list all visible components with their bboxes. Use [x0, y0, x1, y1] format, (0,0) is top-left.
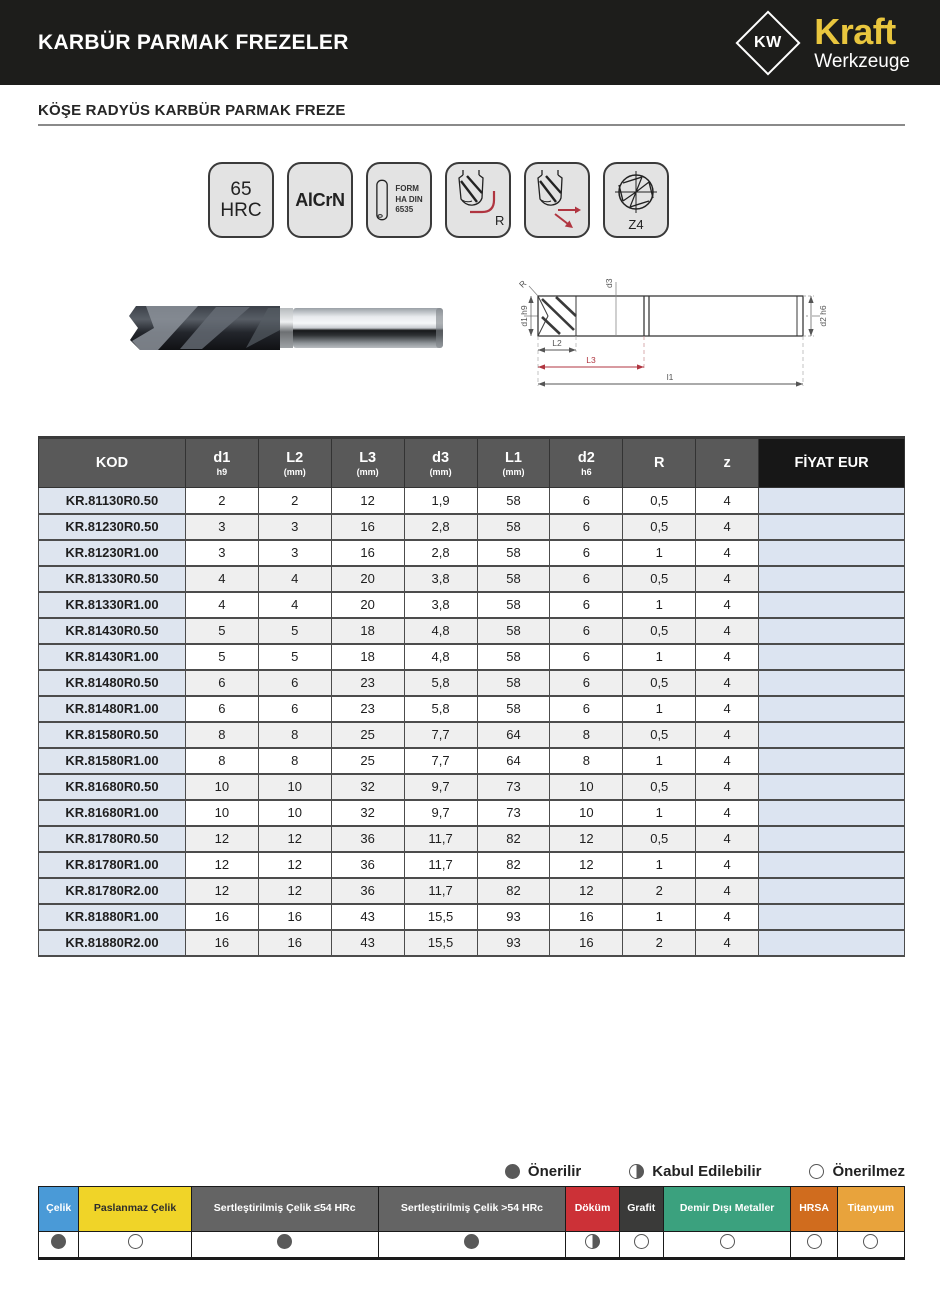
- spec-cell: 9,7: [404, 774, 477, 800]
- column-header-fi-yat-eur: FİYAT EUR: [759, 438, 905, 488]
- spec-cell: 0,5: [623, 774, 696, 800]
- spec-cell: 6: [550, 644, 623, 670]
- price-cell: [759, 488, 905, 514]
- column-header-l2: L2 (mm): [258, 438, 331, 488]
- material-header: Çelik: [39, 1186, 79, 1231]
- spec-cell: 11,7: [404, 826, 477, 852]
- spec-cell: 4: [696, 696, 759, 722]
- spec-cell: 10: [185, 774, 258, 800]
- spec-cell: 4: [696, 540, 759, 566]
- material-header: Demir Dışı Metaller: [663, 1186, 791, 1231]
- material-header: Paslanmaz Çelik: [79, 1186, 191, 1231]
- spec-cell: 5: [258, 618, 331, 644]
- form-line: HA DIN: [395, 194, 423, 204]
- spec-cell: 12: [258, 826, 331, 852]
- spec-cell: 12: [185, 852, 258, 878]
- brand-name: Kraft: [814, 11, 896, 52]
- spec-cell: 20: [331, 592, 404, 618]
- product-code: KR.81580R1.00: [39, 748, 186, 774]
- spec-cell: 16: [331, 540, 404, 566]
- spec-cell: 4: [696, 852, 759, 878]
- brand-subname: Werkzeuge: [814, 51, 910, 72]
- material-header: Grafit: [619, 1186, 663, 1231]
- hardness-unit: HRC: [220, 200, 262, 221]
- materials-table: [38, 1186, 905, 1260]
- product-code: KR.81330R0.50: [39, 566, 186, 592]
- price-cell: [759, 774, 905, 800]
- rating-filled-icon: [464, 1234, 479, 1249]
- spec-cell: 11,7: [404, 878, 477, 904]
- price-cell: [759, 852, 905, 878]
- spec-cell: 12: [258, 852, 331, 878]
- spec-cell: 20: [331, 566, 404, 592]
- spec-cell: 6: [185, 696, 258, 722]
- spec-cell: 3,8: [404, 566, 477, 592]
- legend-item: [629, 1163, 761, 1180]
- spec-cell: 4: [696, 566, 759, 592]
- spec-cell: 4: [696, 904, 759, 930]
- rating-empty-icon: [720, 1234, 735, 1249]
- spec-cell: 4: [258, 592, 331, 618]
- table-row: [39, 488, 905, 514]
- badge-corner-radius: [445, 162, 511, 238]
- product-code: KR.81880R2.00: [39, 930, 186, 956]
- spec-cell: 16: [185, 930, 258, 956]
- spec-cell: 32: [331, 800, 404, 826]
- spec-cell: 15,5: [404, 930, 477, 956]
- spec-cell: 73: [477, 800, 550, 826]
- table-row: [39, 748, 905, 774]
- spec-cell: 0,5: [623, 826, 696, 852]
- form-line: FORM: [395, 183, 419, 193]
- column-header-d1: d1 h9: [185, 438, 258, 488]
- spec-cell: 8: [550, 722, 623, 748]
- spec-cell: 73: [477, 774, 550, 800]
- product-code: KR.81480R1.00: [39, 696, 186, 722]
- table-row: [39, 826, 905, 852]
- column-header-l1: L1 (mm): [477, 438, 550, 488]
- material-header: Sertleştirilmiş Çelik >54 HRc: [378, 1186, 566, 1231]
- price-cell: [759, 826, 905, 852]
- product-photo: [128, 304, 450, 352]
- legend-label: Kabul Edilebilir: [652, 1162, 762, 1180]
- material-rating-cell: [791, 1231, 837, 1258]
- price-cell: [759, 748, 905, 774]
- cutting-direction-icon: [530, 169, 584, 231]
- spec-cell: 23: [331, 670, 404, 696]
- badge-hardness: [208, 162, 274, 238]
- spec-cell: 5,8: [404, 670, 477, 696]
- legend-item: [505, 1163, 581, 1180]
- price-cell: [759, 592, 905, 618]
- spec-cell: 16: [550, 930, 623, 956]
- spec-cell: 2: [258, 488, 331, 514]
- spec-cell: 1,9: [404, 488, 477, 514]
- spec-cell: 5: [185, 618, 258, 644]
- table-row: [39, 514, 905, 540]
- badge-cutting-direction: [524, 162, 590, 238]
- spec-cell: 93: [477, 930, 550, 956]
- spec-cell: 8: [185, 748, 258, 774]
- spec-cell: 6: [258, 670, 331, 696]
- spec-cell: 82: [477, 852, 550, 878]
- spec-cell: 4: [696, 800, 759, 826]
- product-code: KR.81680R0.50: [39, 774, 186, 800]
- material-rating-cell: [191, 1231, 378, 1258]
- column-header-l3: L3 (mm): [331, 438, 404, 488]
- product-code: KR.81680R1.00: [39, 800, 186, 826]
- spec-cell: 64: [477, 722, 550, 748]
- materials-header-row: [39, 1186, 905, 1231]
- shank-icon: [375, 177, 390, 223]
- drawing-label-d2: d2 h6: [818, 305, 828, 327]
- spec-cell: 6: [550, 670, 623, 696]
- kw-diamond-icon: [734, 9, 802, 77]
- section: [38, 85, 905, 126]
- section-title: KÖŞE RADYÜS KARBÜR PARMAK FREZE: [38, 102, 905, 126]
- spec-cell: 10: [185, 800, 258, 826]
- spec-cell: 2: [185, 488, 258, 514]
- product-code: KR.81130R0.50: [39, 488, 186, 514]
- drawing-label-l3: L3: [586, 355, 596, 365]
- spec-cell: 10: [258, 800, 331, 826]
- drawing-label-d3: d3: [604, 278, 614, 288]
- table-row: [39, 540, 905, 566]
- spec-cell: 16: [258, 930, 331, 956]
- table-row: [39, 774, 905, 800]
- price-cell: [759, 618, 905, 644]
- material-header: HRSA: [791, 1186, 837, 1231]
- material-header: Döküm: [566, 1186, 620, 1231]
- spec-cell: 4: [696, 514, 759, 540]
- spec-table-header-row: [39, 438, 905, 488]
- spec-cell: 6: [550, 488, 623, 514]
- spec-cell: 5,8: [404, 696, 477, 722]
- product-code: KR.81480R0.50: [39, 670, 186, 696]
- spec-cell: 18: [331, 644, 404, 670]
- badge-shank-form: [366, 162, 432, 238]
- rating-half-icon: [629, 1164, 644, 1179]
- spec-cell: 23: [331, 696, 404, 722]
- spec-cell: 12: [185, 826, 258, 852]
- price-cell: [759, 566, 905, 592]
- spec-cell: 36: [331, 878, 404, 904]
- spec-cell: 3: [185, 514, 258, 540]
- legend-label: Önerilir: [527, 1162, 582, 1180]
- material-rating-cell: [39, 1231, 79, 1258]
- material-rating-cell: [566, 1231, 620, 1258]
- spec-cell: 58: [477, 514, 550, 540]
- spec-cell: 25: [331, 748, 404, 774]
- spec-cell: 3: [258, 514, 331, 540]
- spec-cell: 8: [258, 722, 331, 748]
- spec-cell: 93: [477, 904, 550, 930]
- spec-cell: 1: [623, 592, 696, 618]
- product-code: KR.81230R0.50: [39, 514, 186, 540]
- spec-cell: 32: [331, 774, 404, 800]
- spec-cell: 58: [477, 566, 550, 592]
- rating-empty-icon: [634, 1234, 649, 1249]
- spec-cell: 16: [331, 514, 404, 540]
- spec-cell: 1: [623, 800, 696, 826]
- spec-cell: 12: [550, 878, 623, 904]
- price-cell: [759, 644, 905, 670]
- flute-count-icon: [609, 168, 663, 232]
- rating-filled-icon: [277, 1234, 292, 1249]
- spec-cell: 15,5: [404, 904, 477, 930]
- table-row: [39, 670, 905, 696]
- rating-empty-icon: [809, 1164, 824, 1179]
- spec-cell: 58: [477, 592, 550, 618]
- spec-cell: 4,8: [404, 644, 477, 670]
- brand-logo: [734, 9, 910, 77]
- spec-cell: 12: [331, 488, 404, 514]
- spec-cell: 10: [550, 800, 623, 826]
- flute-count-label: Z4: [628, 217, 644, 232]
- price-cell: [759, 670, 905, 696]
- materials-rating-row: [39, 1231, 905, 1258]
- page-title: KARBÜR PARMAK FREZELER: [38, 30, 349, 54]
- table-row: [39, 904, 905, 930]
- material-header: Titanyum: [837, 1186, 904, 1231]
- table-row: [39, 930, 905, 956]
- spec-cell: 4: [696, 488, 759, 514]
- price-cell: [759, 904, 905, 930]
- spec-cell: 4: [696, 748, 759, 774]
- product-code: KR.81880R1.00: [39, 904, 186, 930]
- spec-cell: 1: [623, 696, 696, 722]
- spec-cell: 58: [477, 644, 550, 670]
- drawing-label-l1: l1: [666, 372, 674, 382]
- spec-cell: 1: [623, 748, 696, 774]
- column-header-d2: d2 h6: [550, 438, 623, 488]
- corner-radius-icon: [451, 169, 505, 231]
- material-rating-cell: [378, 1231, 566, 1258]
- spec-cell: 1: [623, 852, 696, 878]
- spec-cell: 4: [696, 722, 759, 748]
- spec-cell: 10: [258, 774, 331, 800]
- column-header-kod: KOD: [39, 438, 186, 488]
- spec-cell: 2: [623, 930, 696, 956]
- spec-cell: 1: [623, 904, 696, 930]
- column-header-z: z: [696, 438, 759, 488]
- spec-cell: 7,7: [404, 748, 477, 774]
- spec-cell: 6: [550, 566, 623, 592]
- legend-label: Önerilmez: [832, 1162, 905, 1180]
- spec-cell: 16: [550, 904, 623, 930]
- spec-cell: 82: [477, 878, 550, 904]
- product-code: KR.81230R1.00: [39, 540, 186, 566]
- table-row: [39, 878, 905, 904]
- header: [0, 0, 940, 85]
- spec-cell: 36: [331, 826, 404, 852]
- legend-item: [809, 1163, 905, 1180]
- spec-cell: 43: [331, 930, 404, 956]
- table-row: [39, 852, 905, 878]
- spec-cell: 4: [696, 774, 759, 800]
- spec-cell: 58: [477, 540, 550, 566]
- product-code: KR.81580R0.50: [39, 722, 186, 748]
- table-row: [39, 722, 905, 748]
- form-line: 6535: [395, 205, 414, 215]
- spec-cell: 0,5: [623, 566, 696, 592]
- spec-cell: 12: [258, 878, 331, 904]
- coating-label: AlCrN: [295, 189, 345, 210]
- spec-cell: 4: [696, 930, 759, 956]
- spec-cell: 6: [550, 618, 623, 644]
- drawing-label-l2: L2: [552, 338, 562, 348]
- spec-cell: 10: [550, 774, 623, 800]
- spec-cell: 11,7: [404, 852, 477, 878]
- spec-cell: 7,7: [404, 722, 477, 748]
- spec-cell: 64: [477, 748, 550, 774]
- rating-empty-icon: [128, 1234, 143, 1249]
- spec-cell: 6: [550, 540, 623, 566]
- spec-cell: 6: [550, 514, 623, 540]
- spec-cell: 4: [696, 670, 759, 696]
- product-code: KR.81780R1.00: [39, 852, 186, 878]
- spec-cell: 12: [185, 878, 258, 904]
- material-rating-cell: [837, 1231, 904, 1258]
- spec-cell: 16: [258, 904, 331, 930]
- column-header-d3: d3 (mm): [404, 438, 477, 488]
- spec-cell: 8: [550, 748, 623, 774]
- rating-filled-icon: [51, 1234, 66, 1249]
- spec-cell: 4: [696, 826, 759, 852]
- spec-cell: 9,7: [404, 800, 477, 826]
- spec-cell: 8: [258, 748, 331, 774]
- table-row: [39, 618, 905, 644]
- table-row: [39, 696, 905, 722]
- spec-cell: 18: [331, 618, 404, 644]
- drawing-label-d1: d1 h9: [519, 305, 529, 327]
- product-code: KR.81430R1.00: [39, 644, 186, 670]
- spec-cell: 1: [623, 540, 696, 566]
- spec-cell: 58: [477, 670, 550, 696]
- spec-cell: 3: [185, 540, 258, 566]
- product-code: KR.81780R2.00: [39, 878, 186, 904]
- table-row: [39, 566, 905, 592]
- spec-cell: 0,5: [623, 670, 696, 696]
- spec-cell: 5: [185, 644, 258, 670]
- spec-cell: 12: [550, 826, 623, 852]
- price-cell: [759, 722, 905, 748]
- spec-cell: 0,5: [623, 488, 696, 514]
- spec-cell: 2,8: [404, 540, 477, 566]
- rating-half-icon: [585, 1234, 600, 1249]
- rating-legend: [38, 1163, 905, 1180]
- spec-cell: 4: [696, 644, 759, 670]
- spec-cell: 58: [477, 696, 550, 722]
- product-code: KR.81330R1.00: [39, 592, 186, 618]
- material-header: Sertleştirilmiş Çelik ≤54 HRc: [191, 1186, 378, 1231]
- spec-cell: 2,8: [404, 514, 477, 540]
- kw-monogram: KW: [754, 33, 783, 51]
- spec-cell: 4: [696, 618, 759, 644]
- spec-cell: 4,8: [404, 618, 477, 644]
- price-cell: [759, 930, 905, 956]
- spec-cell: 8: [185, 722, 258, 748]
- spec-cell: 58: [477, 488, 550, 514]
- hardness-value: 65: [230, 178, 252, 200]
- price-cell: [759, 800, 905, 826]
- radius-letter: R: [495, 213, 505, 228]
- table-row: [39, 800, 905, 826]
- visual-row: [0, 238, 940, 396]
- price-cell: [759, 514, 905, 540]
- rating-empty-icon: [807, 1234, 822, 1249]
- material-rating-cell: [619, 1231, 663, 1258]
- product-code: KR.81780R0.50: [39, 826, 186, 852]
- spec-cell: 43: [331, 904, 404, 930]
- column-header-r: R: [623, 438, 696, 488]
- spec-cell: 58: [477, 618, 550, 644]
- spec-cell: 4: [696, 878, 759, 904]
- spec-cell: 6: [550, 696, 623, 722]
- spec-badges: [208, 162, 940, 238]
- spec-cell: 4: [185, 566, 258, 592]
- spec-cell: 4: [258, 566, 331, 592]
- spec-cell: 1: [623, 644, 696, 670]
- spec-cell: 6: [185, 670, 258, 696]
- spec-cell: 82: [477, 826, 550, 852]
- spec-cell: 25: [331, 722, 404, 748]
- drawing-label-r: R: [516, 278, 529, 290]
- spec-cell: 0,5: [623, 618, 696, 644]
- badge-flute-count: [603, 162, 669, 238]
- rating-filled-icon: [505, 1164, 520, 1179]
- material-rating-cell: [79, 1231, 191, 1258]
- price-cell: [759, 878, 905, 904]
- spec-cell: 4: [696, 592, 759, 618]
- rating-empty-icon: [863, 1234, 878, 1249]
- spec-cell: 0,5: [623, 722, 696, 748]
- material-rating-cell: [663, 1231, 791, 1258]
- table-row: [39, 644, 905, 670]
- spec-table: [38, 436, 905, 957]
- technical-drawing: [498, 274, 934, 396]
- table-row: [39, 592, 905, 618]
- spec-cell: 2: [623, 878, 696, 904]
- spec-cell: 3: [258, 540, 331, 566]
- price-cell: [759, 540, 905, 566]
- spec-cell: 5: [258, 644, 331, 670]
- spec-cell: 0,5: [623, 514, 696, 540]
- spec-cell: 16: [185, 904, 258, 930]
- spec-cell: 6: [258, 696, 331, 722]
- spec-cell: 3,8: [404, 592, 477, 618]
- badge-coating: [287, 162, 353, 238]
- spec-cell: 12: [550, 852, 623, 878]
- product-code: KR.81430R0.50: [39, 618, 186, 644]
- spec-cell: 36: [331, 852, 404, 878]
- price-cell: [759, 696, 905, 722]
- spec-cell: 4: [185, 592, 258, 618]
- spec-cell: 6: [550, 592, 623, 618]
